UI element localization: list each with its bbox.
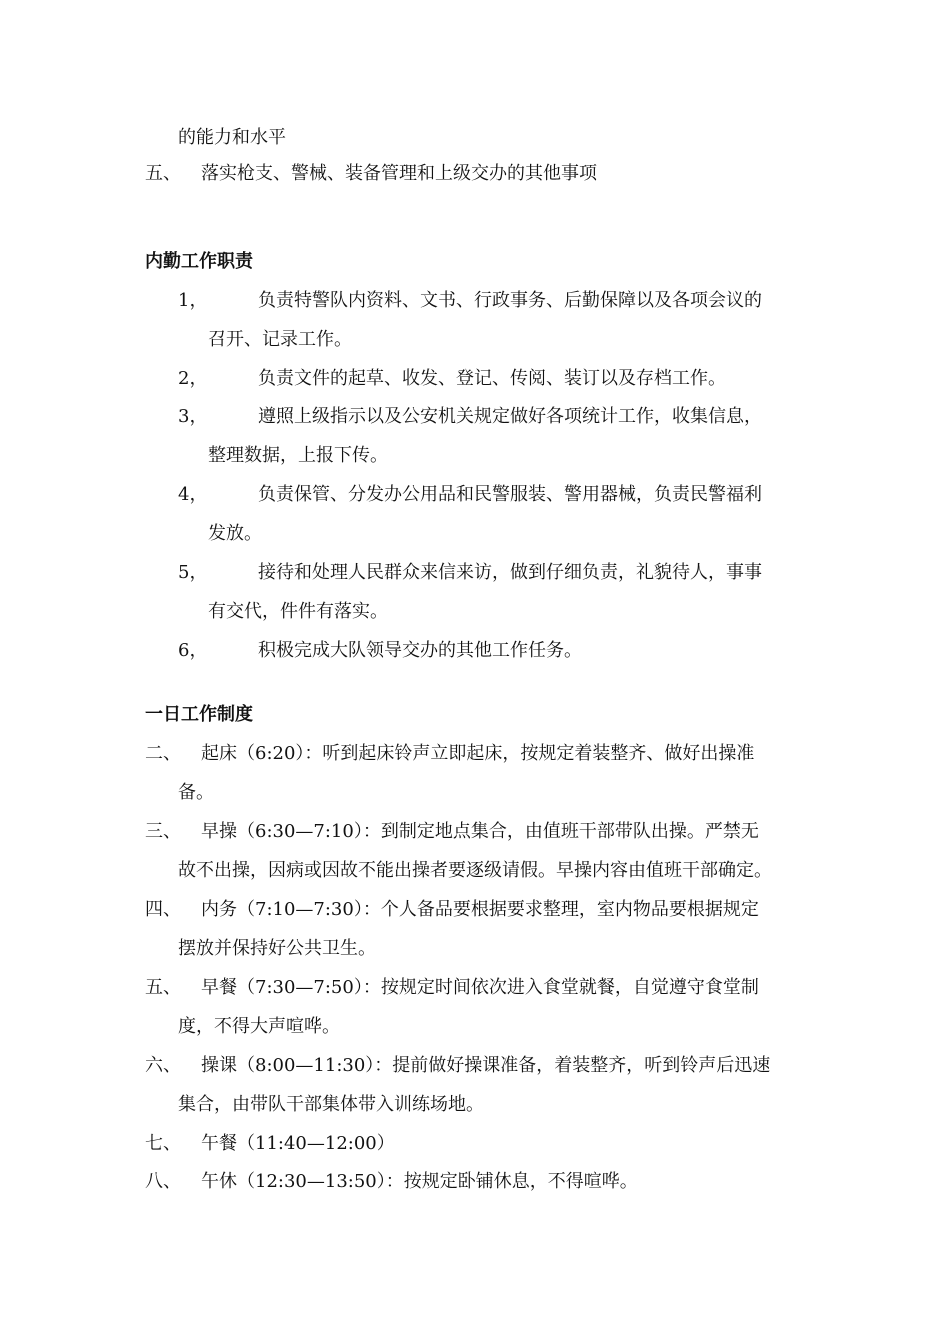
- item-number: 三、: [145, 821, 181, 842]
- item-text-continuation: 召开、记录工作。: [208, 329, 352, 350]
- item-number: 二、: [145, 743, 181, 764]
- item-text-continuation: 故不出操，因病或因故不能出操者要逐级请假。早操内容由值班干部确定。: [178, 860, 772, 881]
- item-number: 2，: [178, 368, 208, 389]
- item-number: 八、: [145, 1171, 181, 1192]
- item-text: 午餐（11:40—12:00）: [201, 1133, 395, 1154]
- item-text-continuation: 发放。: [208, 523, 262, 544]
- item-text: 落实枪支、警械、装备管理和上级交办的其他事项: [201, 163, 597, 184]
- item-text-continuation: 集合，由带队干部集体带入训练场地。: [178, 1094, 484, 1115]
- item-text-continuation: 摆放并保持好公共卫生。: [178, 938, 376, 959]
- item-text: 负责保管、分发办公用品和民警服装、警用器械，负责民警福利: [258, 484, 762, 505]
- item-text-continuation: 整理数据，上报下传。: [208, 445, 388, 466]
- item-text: 早操（6:30—7:10）：到制定地点集合，由值班干部带队出操。严禁无: [201, 821, 759, 842]
- item-text-continuation: 度，不得大声喧哗。: [178, 1016, 340, 1037]
- item-text: 接待和处理人民群众来信来访，做到仔细负责，礼貌待人，事事: [258, 562, 762, 583]
- item-number: 4，: [178, 484, 208, 505]
- item-number: 五、: [145, 977, 181, 998]
- paragraph-continuation: 的能力和水平: [178, 127, 286, 148]
- item-text: 早餐（7:30—7:50）：按规定时间依次进入食堂就餐，自觉遵守食堂制: [201, 977, 759, 998]
- item-number: 七、: [145, 1133, 181, 1154]
- item-number: 四、: [145, 899, 181, 920]
- item-number: 5，: [178, 562, 208, 583]
- item-number: 3，: [178, 406, 208, 427]
- item-text: 内务（7:10—7:30）：个人备品要根据要求整理，室内物品要根据规定: [201, 899, 759, 920]
- item-text: 负责文件的起草、收发、登记、传阅、装订以及存档工作。: [258, 368, 726, 389]
- item-text-continuation: 备。: [178, 782, 214, 803]
- section-heading-neiqin: 内勤工作职责: [145, 251, 253, 272]
- item-number: 六、: [145, 1055, 181, 1076]
- item-text: 午休（12:30—13:50）：按规定卧铺休息，不得喧哗。: [201, 1171, 638, 1192]
- item-text: 负责特警队内资料、文书、行政事务、后勤保障以及各项会议的: [258, 290, 762, 311]
- item-number: 6，: [178, 640, 208, 661]
- section-heading-yiri: 一日工作制度: [145, 704, 253, 725]
- item-text: 遵照上级指示以及公安机关规定做好各项统计工作，收集信息，: [258, 406, 762, 427]
- item-text: 积极完成大队领导交办的其他工作任务。: [258, 640, 582, 661]
- item-text: 起床（6:20）：听到起床铃声立即起床，按规定着装整齐、做好出操准: [201, 743, 755, 764]
- item-text: 操课（8:00—11:30）：提前做好操课准备，着装整齐，听到铃声后迅速: [201, 1055, 771, 1076]
- item-number: 五、: [145, 163, 181, 184]
- item-text-continuation: 有交代，件件有落实。: [208, 601, 388, 622]
- item-number: 1，: [178, 290, 208, 311]
